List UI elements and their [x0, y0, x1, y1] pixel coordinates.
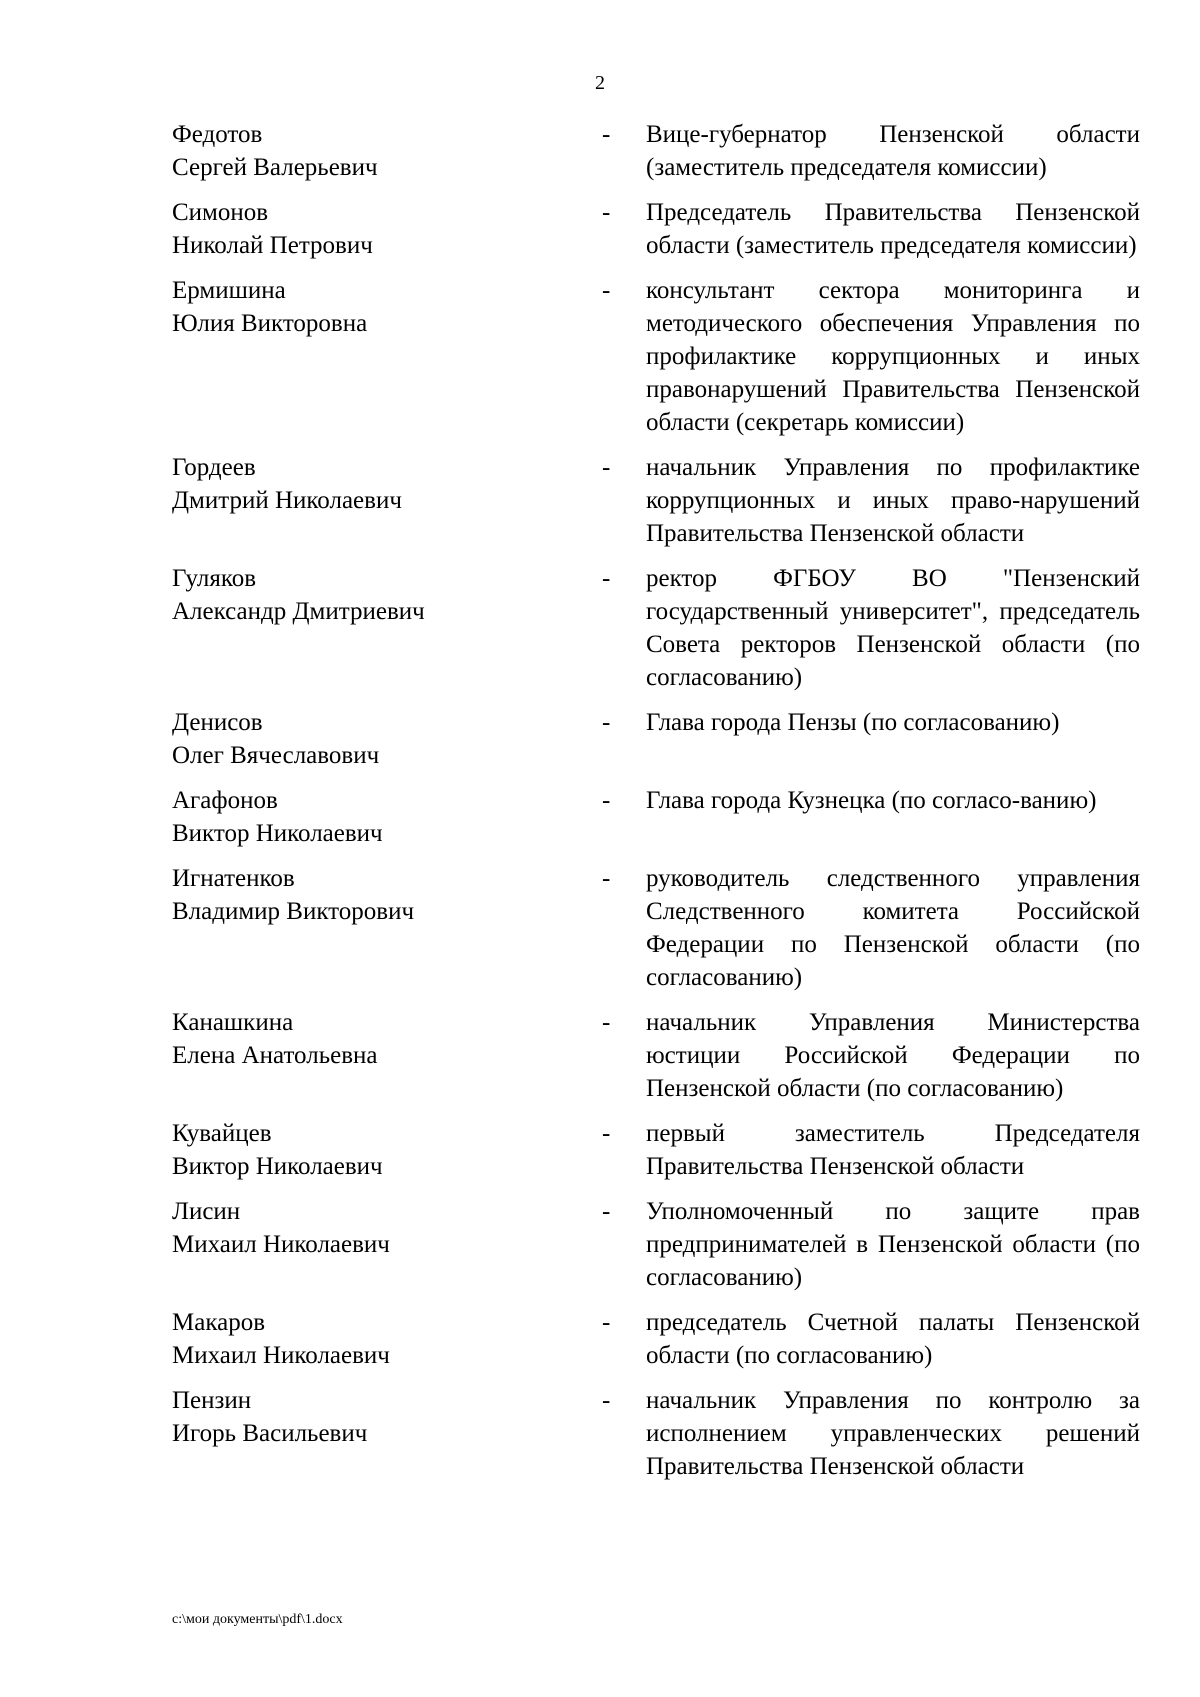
member-surname: Агафонов [172, 787, 278, 814]
member-name [172, 1306, 602, 1372]
member-row [172, 1306, 1150, 1372]
member-surname: Федотов [172, 121, 263, 148]
member-role: Вице-губернатор Пензенской области (заместитель председателя комиссии) [646, 121, 1140, 181]
member-given-name: Виктор Николаевич [172, 820, 383, 847]
member-role: консультант сектора мониторинга и методического обеспечения Управления по профилактике коррупционных и иных правонарушений Правительства Пензенской области (секретарь комиссии) [646, 277, 1140, 436]
member-dash: - [602, 865, 611, 892]
member-name [172, 862, 602, 994]
member-dash: - [602, 1198, 611, 1225]
member-given-name: Виктор Николаевич [172, 1153, 383, 1180]
member-row [172, 562, 1150, 694]
member-row [172, 118, 1150, 184]
member-name [172, 562, 602, 694]
member-role: Председатель Правительства Пензенской области (заместитель председателя комиссии) [646, 199, 1140, 259]
member-dash: - [602, 121, 611, 148]
member-role: начальник Управления по контролю за исполнением управленческих решений Правительства Пензенской области [646, 1387, 1140, 1480]
member-name [172, 706, 602, 772]
page-number: 2 [595, 72, 605, 94]
member-role: Глава города Кузнецка (по согласо-ванию) [646, 787, 1097, 814]
member-name [172, 784, 602, 850]
member-given-name: Михаил Николаевич [172, 1231, 390, 1258]
member-role: руководитель следственного управления Следственного комитета Российской Федерации по Пензенской области (по согласованию) [646, 865, 1140, 991]
member-given-name: Николай Петрович [172, 232, 373, 259]
members-list [172, 118, 1150, 1495]
member-surname: Денисов [172, 709, 263, 736]
member-dash: - [602, 1009, 611, 1036]
member-name [172, 1117, 602, 1183]
member-dash: - [602, 709, 611, 736]
member-surname: Макаров [172, 1309, 265, 1336]
member-surname: Кувайцев [172, 1120, 272, 1147]
member-given-name: Дмитрий Николаевич [172, 487, 402, 514]
member-name [172, 1006, 602, 1105]
member-dash: - [602, 454, 611, 481]
member-role: председатель Счетной палаты Пензенской области (по согласованию) [646, 1309, 1140, 1369]
member-row [172, 862, 1150, 994]
member-role: начальник Управления Министерства юстиции Российской Федерации по Пензенской области (по согласованию) [646, 1009, 1140, 1102]
member-given-name: Михаил Николаевич [172, 1342, 390, 1369]
footer-file-path: c:\мои документы\pdf\1.docx [172, 1612, 343, 1627]
member-given-name: Елена Анатольевна [172, 1042, 378, 1069]
member-row [172, 274, 1150, 439]
member-dash: - [602, 199, 611, 226]
member-name [172, 1195, 602, 1294]
member-dash: - [602, 277, 611, 304]
member-given-name: Олег Вячеславович [172, 742, 380, 769]
member-row [172, 1195, 1150, 1294]
member-name [172, 118, 602, 184]
member-role: начальник Управления по профилактике коррупционных и иных право-нарушений Правительства Пензенской области [646, 454, 1140, 547]
member-dash: - [602, 565, 611, 592]
member-row [172, 196, 1150, 262]
member-row [172, 1384, 1150, 1483]
member-dash: - [602, 1387, 611, 1414]
member-name [172, 196, 602, 262]
member-row [172, 1117, 1150, 1183]
member-surname: Канашкина [172, 1009, 294, 1036]
member-surname: Лисин [172, 1198, 241, 1225]
member-dash: - [602, 787, 611, 814]
member-row [172, 1006, 1150, 1105]
member-dash: - [602, 1309, 611, 1336]
member-surname: Симонов [172, 199, 269, 226]
member-given-name: Владимир Викторович [172, 898, 415, 925]
member-given-name: Юлия Викторовна [172, 310, 368, 337]
member-row [172, 706, 1150, 772]
member-role: первый заместитель Председателя Правительства Пензенской области [646, 1120, 1140, 1180]
member-surname: Гордеев [172, 454, 256, 481]
member-role: ректор ФГБОУ ВО "Пензенский государственный университет", председатель Совета ректоров Пензенской области (по согласованию) [646, 565, 1140, 691]
member-role: Уполномоченный по защите прав предпринимателей в Пензенской области (по согласованию) [646, 1198, 1140, 1291]
member-surname: Гуляков [172, 565, 257, 592]
member-name [172, 274, 602, 439]
member-surname: Ермишина [172, 277, 286, 304]
member-given-name: Игорь Васильевич [172, 1420, 368, 1447]
member-row [172, 784, 1150, 850]
member-dash: - [602, 1120, 611, 1147]
member-given-name: Александр Дмитриевич [172, 598, 425, 625]
member-surname: Пензин [172, 1387, 252, 1414]
member-role: Глава города Пензы (по согласованию) [646, 709, 1060, 736]
member-name [172, 451, 602, 550]
member-row [172, 451, 1150, 550]
member-surname: Игнатенков [172, 865, 295, 892]
member-name [172, 1384, 602, 1483]
member-given-name: Сергей Валерьевич [172, 154, 378, 181]
